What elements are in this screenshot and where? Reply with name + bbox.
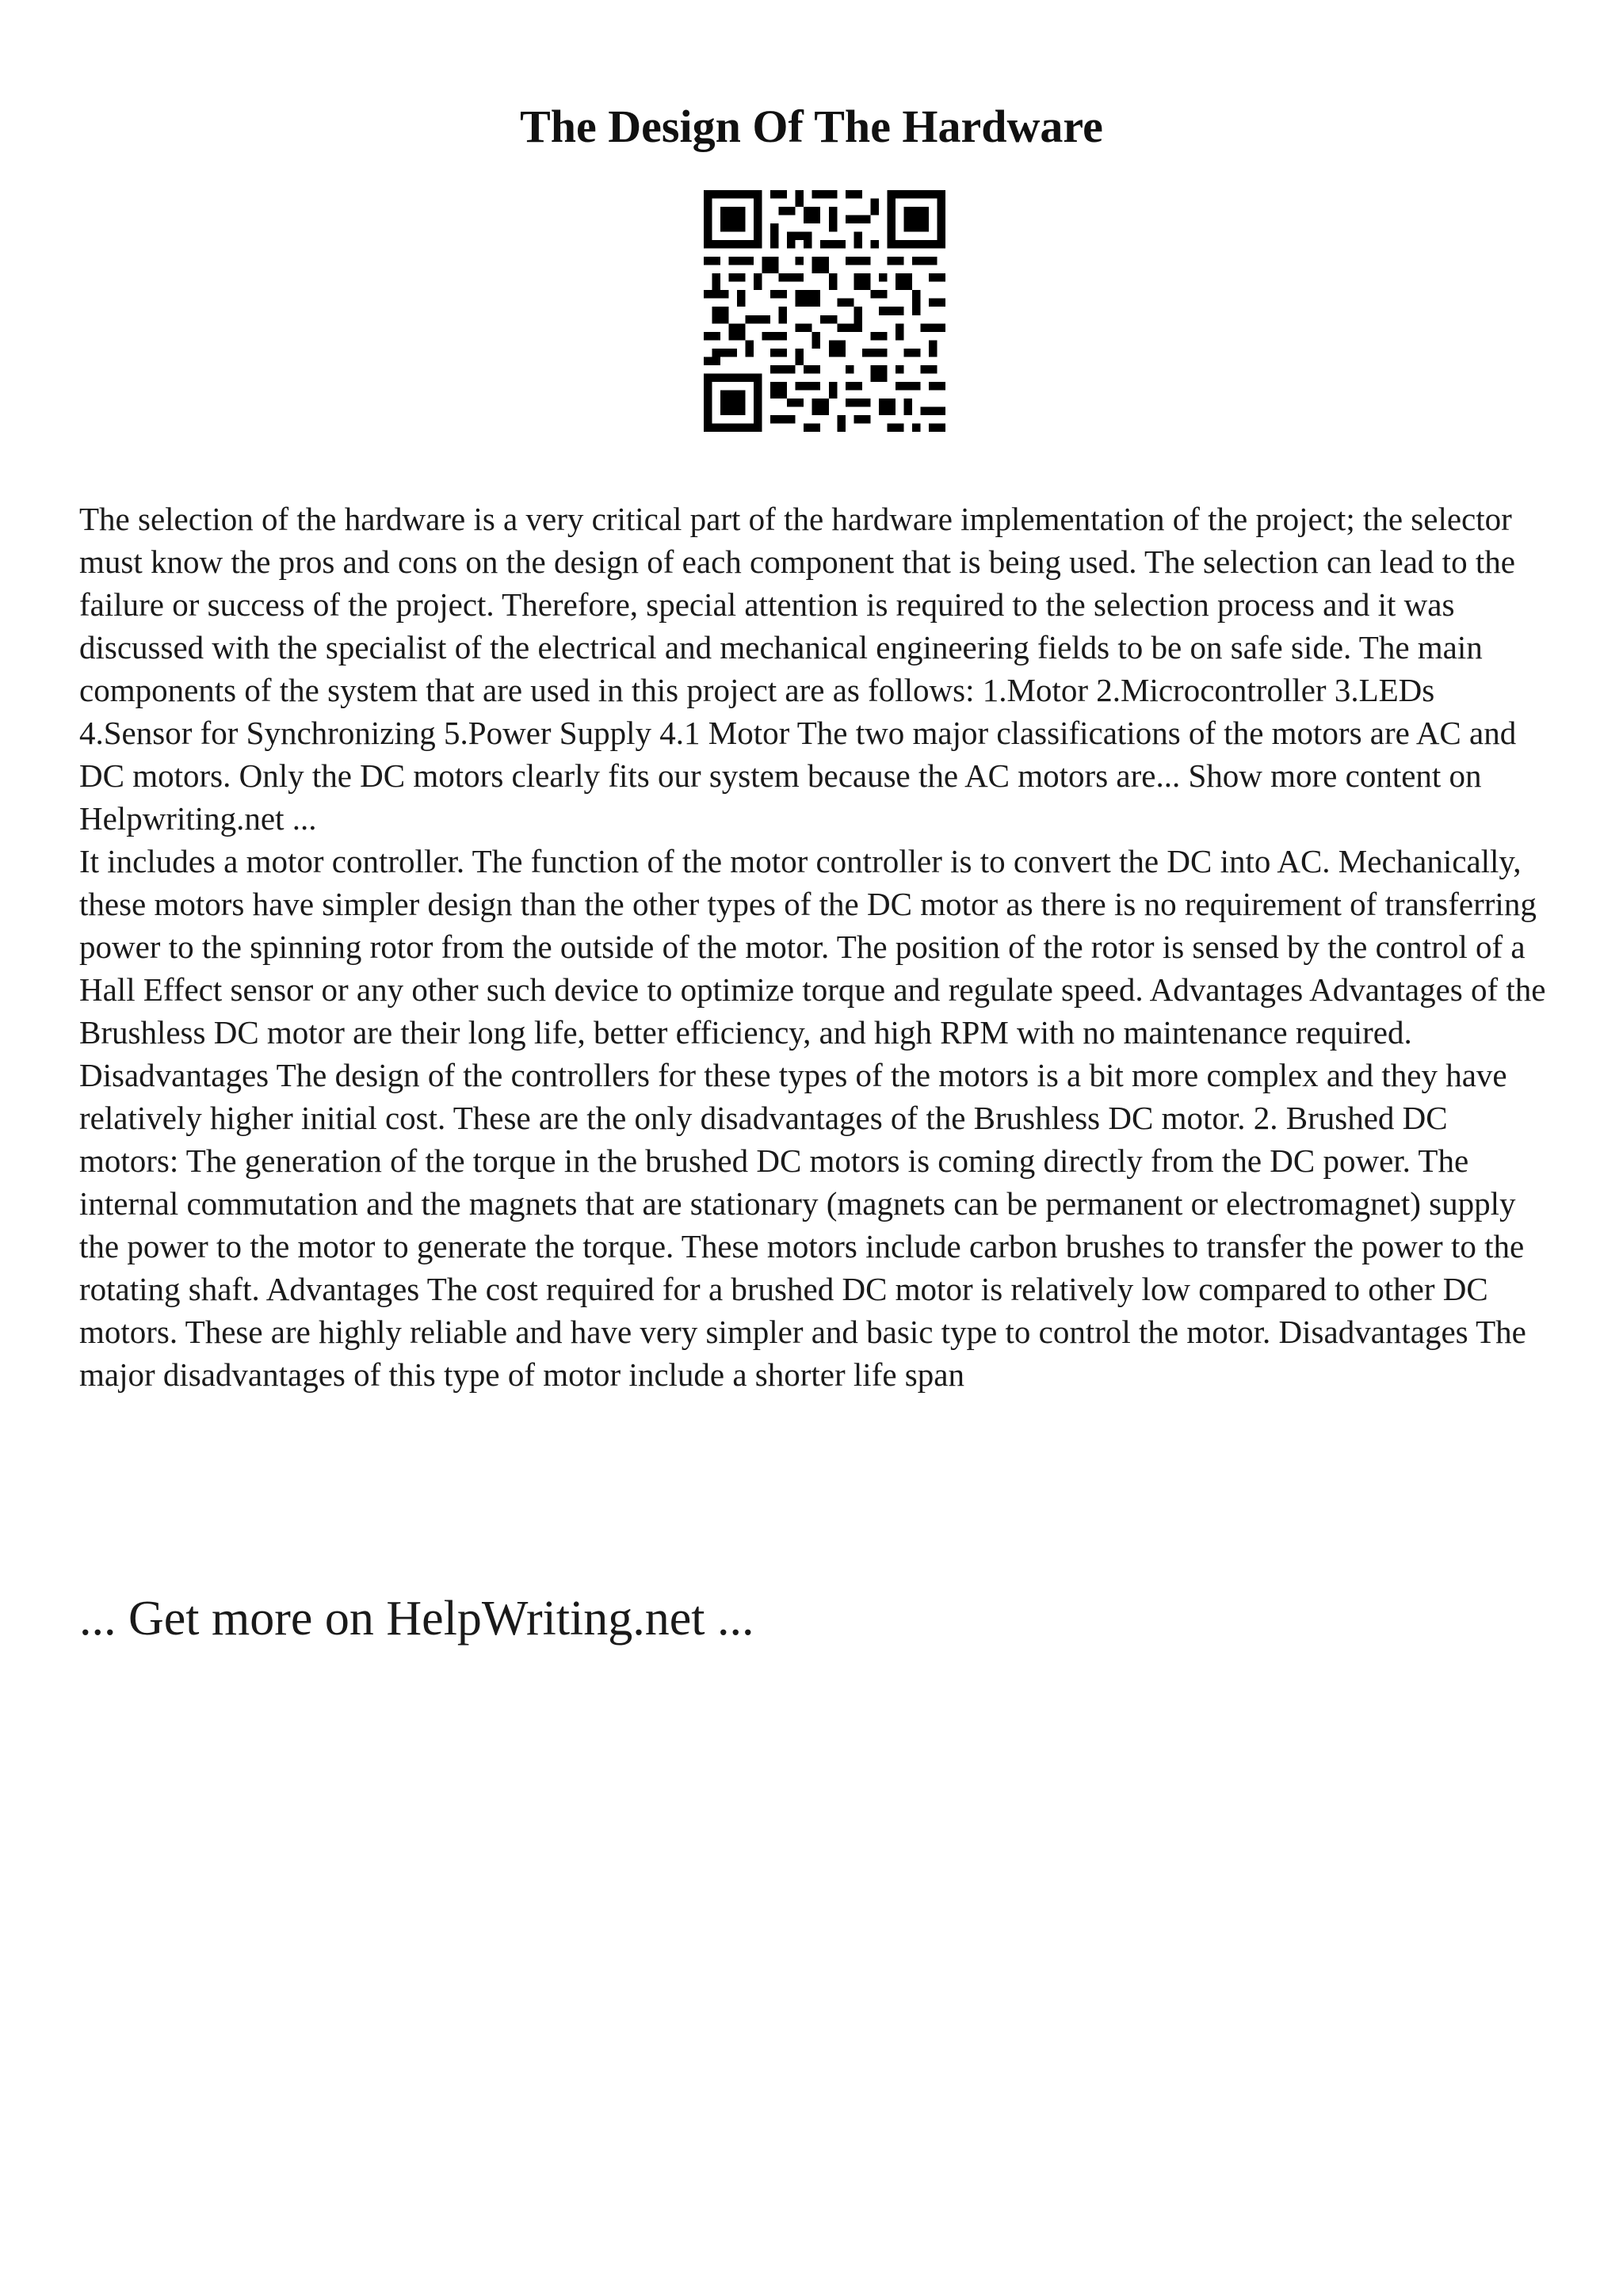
- page-title: The Design Of The Hardware: [520, 101, 1103, 152]
- qr-code[interactable]: [704, 190, 945, 432]
- paragraph: The selection of the hardware is a very critical part of the hardware implementation of the project; the selector must know the pros and cons on the design of each component that is being used. The selection can lead to the failure or success of the project. Therefore, special attention is required to the selection process and it was discussed with the specialist of the electrical and mechanical engineering fields to be on safe side. The main components of the system that are used in this project are as follows: 1.Motor 2.Microcontroller 3.LEDs 4.Sensor for Synchronizing 5.Power Supply 4.1 Motor The two major classifications of the motors are AC and DC motors. Only the DC motors clearly fits our system because the AC motors are... Show more content on Helpwriting.net ...: [79, 501, 1517, 837]
- qr-code-graphic: [704, 190, 945, 432]
- body-text: [79, 498, 1553, 1396]
- paragraph: It includes a motor controller. The function of the motor controller is to convert the DC into AC. Mechanically, these motors have simpler design than the other types of the DC motor as there is no requirement of transferring power to the spinning rotor from the outside of the motor. The position of the rotor is sensed by the control of a Hall Effect sensor or any other such device to optimize torque and regulate speed. Advantages Advantages of the Brushless DC motor are their long life, better efficiency, and high RPM with no maintenance required. Disadvantages The design of the controllers for these types of the motors is a bit more complex and they have relatively higher initial cost. These are the only disadvantages of the Brushless DC motor. 2. Brushed DC motors: The generation of the torque in the brushed DC motors is coming directly from the DC power. The internal commutation and the magnets that are stationary (magnets can be permanent or electromagnet) supply the power to the motor to generate the torque. These motors include carbon brushes to transfer the power to the rotating shaft. Advantages The cost required for a brushed DC motor is relatively low compared to other DC motors. These are highly reliable and have very simpler and basic type to control the motor. Disadvantages The major disadvantages of this type of motor include a shorter life span: [79, 843, 1546, 1393]
- get-more-link[interactable]: ... Get more on HelpWriting.net ...: [79, 1592, 754, 1646]
